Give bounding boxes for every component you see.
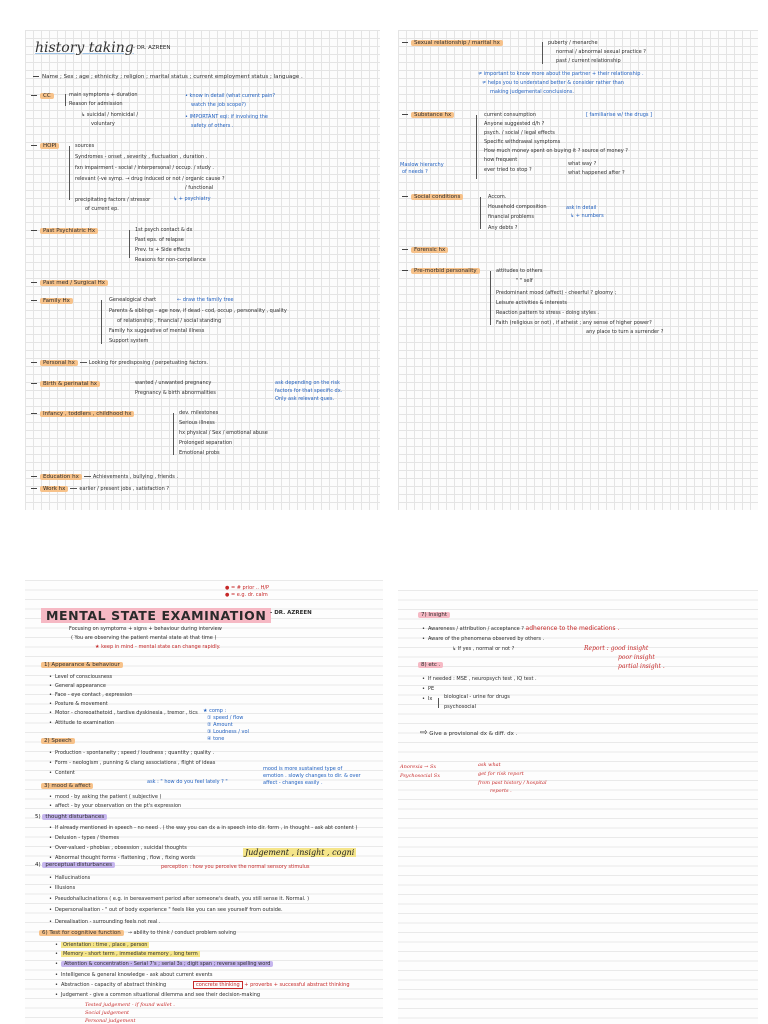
past-psych-section: Past Psychiatric Hx bbox=[31, 228, 98, 235]
mse-intro-note: ★ keep in mind - mental state can change rapidly. bbox=[95, 644, 221, 650]
insight-report: partial insight . bbox=[618, 663, 665, 670]
ix-item: biological - urine for drugs bbox=[444, 694, 510, 700]
cognitive-item: • Orientation : time , place , person bbox=[55, 942, 149, 948]
insight-report: poor insight bbox=[618, 654, 655, 661]
substance-side: what way ? bbox=[568, 161, 597, 167]
cc-note: • IMPORTANT eqi: if involving the bbox=[185, 114, 268, 120]
speech-item: • Production - spontaneity ; speed / loudness ; quantity ; quality . bbox=[49, 750, 214, 756]
premorbid-item: any place to turn a surrender ? bbox=[586, 329, 664, 335]
substance-item: how frequent bbox=[484, 157, 518, 163]
etc-item: • PE bbox=[422, 686, 434, 692]
mood-note: mood is more sustained type of bbox=[263, 766, 343, 772]
hopi-item: / functional bbox=[185, 185, 214, 191]
etc-item: • Ix bbox=[422, 696, 432, 702]
sexual-note: making judgemental conclusions. bbox=[490, 89, 574, 95]
thought-item: • Delusion - types / themes bbox=[49, 835, 119, 841]
substance-item: Specific withdrawal symptoms bbox=[484, 139, 561, 145]
mse-page-2 bbox=[398, 590, 758, 1024]
work-section: Work hx earlier / present jobs , satisfaction ? bbox=[31, 486, 169, 493]
cognitive-item: • Intelligence & general knowledge - ask about current events bbox=[55, 972, 212, 978]
insight-section: 7) Insight bbox=[418, 612, 450, 619]
cognitive-item: • Judgement - give a common situational dilemma and see their decision-making bbox=[55, 992, 260, 998]
birth-section: Birth & perinatal hx bbox=[31, 381, 100, 388]
cc-item: voluntary bbox=[91, 121, 115, 127]
substance-item: current consumption bbox=[484, 112, 536, 118]
forensic-section: Forensic hx bbox=[402, 247, 448, 254]
judgement-type: Social judgement bbox=[85, 1010, 130, 1016]
infancy-item: hx physical / Sex / emotional abuse bbox=[179, 430, 268, 436]
sexual-note: ≠ helps you to understand better & consider rather than bbox=[482, 80, 624, 86]
sexual-item: normal / abnormal sexual practice ? bbox=[556, 49, 646, 55]
legend-line: ● = # prior .. H/P bbox=[225, 585, 270, 591]
personal-section: Personal hx Looking for predisposing / perpetuating factors. bbox=[31, 360, 208, 367]
legend-line: ● = e.g. dr. calm bbox=[225, 592, 268, 598]
social-item: Accom. bbox=[488, 194, 507, 200]
judgement-type: Tested judgement - if found wallet . bbox=[85, 1002, 175, 1008]
mood-item: • mood - by asking the patient ( subjective ) bbox=[49, 794, 162, 800]
family-item: Family hx suggestive of mental illness bbox=[109, 328, 205, 334]
family-item: Parents & siblings - age now, if dead - cod, occup , personality , quality bbox=[109, 308, 287, 314]
premorbid-item: Faith (religious or not) , if atheist ; any sense of higher power? bbox=[496, 320, 652, 326]
family-section: Family Hx bbox=[31, 298, 73, 305]
appearance-item: • Level of consciousness bbox=[49, 674, 112, 680]
etc-item: • If needed : MSE , neuropsych test , IQ test . bbox=[422, 676, 537, 682]
birth-note: factors for that specific dx. bbox=[275, 388, 343, 394]
cc-item: ↳ suicidal / homicidal / bbox=[81, 112, 139, 118]
family-item: Support system bbox=[109, 338, 149, 344]
history-intro: Name ; Sex ; age ; ethnicity ; religion ; marital status ; current employment status ; language . bbox=[33, 74, 303, 81]
social-item: financial problems bbox=[488, 214, 535, 220]
cognitive-item: • Attention & concentration - Serial 7's ; serial 3s ; digit span ; reverse spelling word bbox=[55, 961, 273, 967]
education-section: Education hx Achievements , bullying , friends . bbox=[31, 474, 178, 481]
mood-note: emotion . slowly changes to dir. & over bbox=[263, 773, 361, 779]
history-taking-page bbox=[25, 30, 380, 510]
infancy-section: Infancy , toddlers , childhood hx bbox=[31, 411, 134, 418]
insight-report: Report : good insight bbox=[584, 645, 649, 652]
history-taking-page-2 bbox=[398, 30, 758, 510]
perceptual-item: • Hallucinations bbox=[49, 875, 90, 881]
premorbid-item: " " self bbox=[516, 278, 533, 284]
abstraction-notes: concrete thinking + proverbs + successful abstract thinking bbox=[193, 982, 350, 988]
social-item: Household composition bbox=[488, 204, 547, 210]
hopi-section: HOPI bbox=[31, 143, 59, 150]
hopi-item: precipitating factors / stressor bbox=[75, 197, 151, 203]
cognitive-item: • Memory - short term , immediate memory , long term bbox=[55, 951, 200, 957]
substance-item: How much money spent on buying it ? source of money ? bbox=[484, 148, 628, 154]
family-item: Genealogical chart bbox=[109, 297, 157, 303]
insight-item: • Aware of the phenomena observed by others . bbox=[422, 636, 544, 642]
mse-title: MENTAL STATE EXAMINATION bbox=[41, 605, 271, 624]
perceptual-item: • Derealisation - surrounding feels not real . bbox=[49, 919, 160, 925]
infancy-item: Emotional probs bbox=[179, 450, 220, 456]
premorbid-item: Reaction pattern to stress - doing styles . bbox=[496, 310, 599, 316]
cc-section: CC bbox=[31, 93, 54, 100]
appearance-section: 1) Appearance & behaviour bbox=[41, 662, 123, 669]
infancy-item: dev. milestones bbox=[179, 410, 219, 416]
ix-item: psychosocial bbox=[444, 704, 476, 710]
hopi-item: fxn impairment - social / interpersonal / occup. / study . bbox=[75, 165, 215, 171]
cc-note: watch the job scope?) bbox=[191, 102, 246, 108]
substance-item: Anyone suggested d/h ? bbox=[484, 121, 545, 127]
cc-item: main symptoms + duration bbox=[69, 92, 138, 98]
appearance-item: • Motor - choreoathetoid , tardive dyskinesia , tremor , tics bbox=[49, 710, 198, 716]
appearance-item: • Attitude to examination bbox=[49, 720, 114, 726]
social-section: Social conditions bbox=[402, 194, 463, 201]
maslow-note: of needs ? bbox=[402, 169, 428, 175]
mood-item: • affect - by your observation on the pt's expression bbox=[49, 803, 181, 809]
birth-item: Pregnancy & birth abnormalities bbox=[135, 390, 216, 396]
sexual-note: ≠ important to know more about the partner + their relationship . bbox=[478, 71, 644, 77]
birth-note: ask depending on the risk bbox=[275, 380, 340, 386]
comp-note: ④ tone bbox=[207, 736, 225, 742]
social-note: ask in detail bbox=[566, 205, 597, 211]
cognitive-item: • Abstraction - capacity of abstract thinking bbox=[55, 982, 166, 988]
red-note: get for risk report bbox=[478, 771, 524, 777]
comp-note: ③ Loudness / vol bbox=[207, 729, 249, 735]
past-psych-item: 1st psych contact & dx bbox=[135, 227, 193, 233]
social-item: Any debts ? bbox=[488, 225, 518, 231]
appearance-item: • Face - eye contact , expression bbox=[49, 692, 132, 698]
red-note: Psychosocial Sx bbox=[400, 773, 441, 779]
hopi-item: of current ep. bbox=[85, 206, 119, 212]
premorbid-item: Predominant mood (affect) - cheerful ? gloomy ; bbox=[496, 290, 617, 296]
etc-section: 8) etc . bbox=[418, 662, 443, 669]
cognitive-section: 6) Test for cognitive function → ability to think / conduct problem solving bbox=[39, 930, 236, 937]
infancy-item: Prolonged separation bbox=[179, 440, 233, 446]
insight-sub: ↳ If yes , normal or not ? bbox=[452, 646, 515, 652]
perceptual-item: • Illusions bbox=[49, 885, 75, 891]
judgement-type: Personal judgement bbox=[85, 1018, 136, 1024]
premorbid-section: Pre-morbid personality bbox=[402, 268, 480, 275]
hopi-item: Syndromes - onset , severity , fluctuation , duration . bbox=[75, 154, 208, 160]
comp-note: ① speed / flow bbox=[207, 715, 244, 721]
past-psych-item: Reasons for non-compliance bbox=[135, 257, 206, 263]
mse-intro: ( You are observing the patient mental state at that time ) bbox=[71, 635, 217, 641]
appearance-item: • General appearance bbox=[49, 683, 106, 689]
perceptual-note: perception : how you perceive the normal sensory stimulus bbox=[161, 864, 310, 870]
past-psych-item: Prev. tx + Side effects bbox=[135, 247, 191, 253]
mse-page bbox=[25, 580, 383, 1024]
insight-item: • Awareness / attribution / acceptance ? adherence to the medications . bbox=[422, 626, 619, 632]
appearance-item: • Posture & movement bbox=[49, 701, 108, 707]
red-note: from past history / hospital bbox=[478, 780, 547, 786]
speech-item: • Form - neologism , punning & clang associations , flight of ideas bbox=[49, 760, 215, 766]
perceptual-item: • Pseudohallucinations ( e.g. in bereavement period after someone's death, you still sense it. Normal. ) bbox=[49, 896, 309, 902]
social-note: ↳ + numbers bbox=[570, 213, 604, 219]
mood-note: ask : " how do you feel lately ? " bbox=[147, 779, 228, 785]
judgement-note: Judgement , insight , cogni bbox=[245, 848, 355, 857]
speech-section: 2) Speech bbox=[41, 738, 75, 745]
mood-section: 3) mood & affect bbox=[41, 783, 93, 790]
history-title: history taking bbox=[35, 40, 134, 56]
sexual-item: puberty / menarche bbox=[548, 40, 598, 46]
perceptual-item: • Depersonalisation - " out of body experience " feels like you can see yourself from outside. bbox=[49, 907, 283, 913]
family-item: of relationship , financial / social standing bbox=[117, 318, 222, 324]
history-author: - DR. AZREEN bbox=[133, 45, 171, 51]
substance-item: ever tried to stop ? bbox=[484, 167, 532, 173]
birth-item: wanted / unwanted pregnancy bbox=[135, 380, 212, 386]
premorbid-item: attitudes to others bbox=[496, 268, 543, 274]
comp-note: ② Amount bbox=[207, 722, 233, 728]
cc-note: safety of others . bbox=[191, 123, 234, 129]
speech-item: • Content bbox=[49, 770, 75, 776]
perceptual-section: 4) perceptual disturbances bbox=[35, 862, 115, 869]
mse-intro: Focusing on symptoms + signs + behaviour during interview bbox=[69, 626, 222, 632]
birth-note: Only ask relevant ques. bbox=[275, 396, 335, 402]
cc-item: Reason for admission bbox=[69, 101, 123, 107]
red-note: Anorexia → Sx bbox=[400, 764, 437, 770]
final-note: ⇨ Give a provisional dx & diff. dx . bbox=[420, 728, 518, 738]
substance-side: what happened after ? bbox=[568, 170, 625, 176]
hopi-note: ↳ + psychiatry bbox=[173, 196, 211, 202]
comp-note: ★ comp : bbox=[203, 708, 227, 714]
red-note: ask what bbox=[478, 762, 501, 768]
past-med-section: Past med / Surgical Hx bbox=[31, 280, 108, 287]
hopi-item: relevant (-ve symp. → drug induced or not / organic cause ? bbox=[75, 176, 225, 182]
past-psych-item: Past eps. of relapse bbox=[135, 237, 184, 243]
infancy-item: Serious illness bbox=[179, 420, 215, 426]
cc-note: • know in detail (what current pain? bbox=[185, 93, 276, 99]
thought-item: • Over-valued - phobias , obsession , suicidal thoughts bbox=[49, 845, 187, 851]
substance-note: [ familiarise w/ the drugs ] bbox=[586, 112, 653, 118]
hopi-item: sources bbox=[75, 143, 95, 149]
thought-section: 5) thought disturbances bbox=[35, 814, 107, 821]
maslow-note: Maslow hierarchy bbox=[400, 162, 444, 168]
family-note: ← draw the family tree bbox=[177, 297, 234, 303]
substance-section: Substance hx bbox=[402, 112, 454, 119]
thought-item: • Abnormal thought forms - flattening , flow , fixing words bbox=[49, 855, 195, 861]
thought-item: • If already mentioned in speech - no need . ( the way you can dx a in speech into dir. form , in thought - ask abt content ) bbox=[49, 825, 357, 831]
substance-item: psych. / social / legal effects bbox=[484, 130, 555, 136]
sexual-section: Sexual relationship / marital hx bbox=[402, 40, 503, 47]
mse-author: - DR. AZREEN bbox=[270, 610, 312, 616]
sexual-item: past / current relationship bbox=[556, 58, 621, 64]
premorbid-item: Leisure activities & interests bbox=[496, 300, 567, 306]
mood-note: affect - changes easily . bbox=[263, 780, 323, 786]
red-note: reports . bbox=[490, 788, 512, 794]
